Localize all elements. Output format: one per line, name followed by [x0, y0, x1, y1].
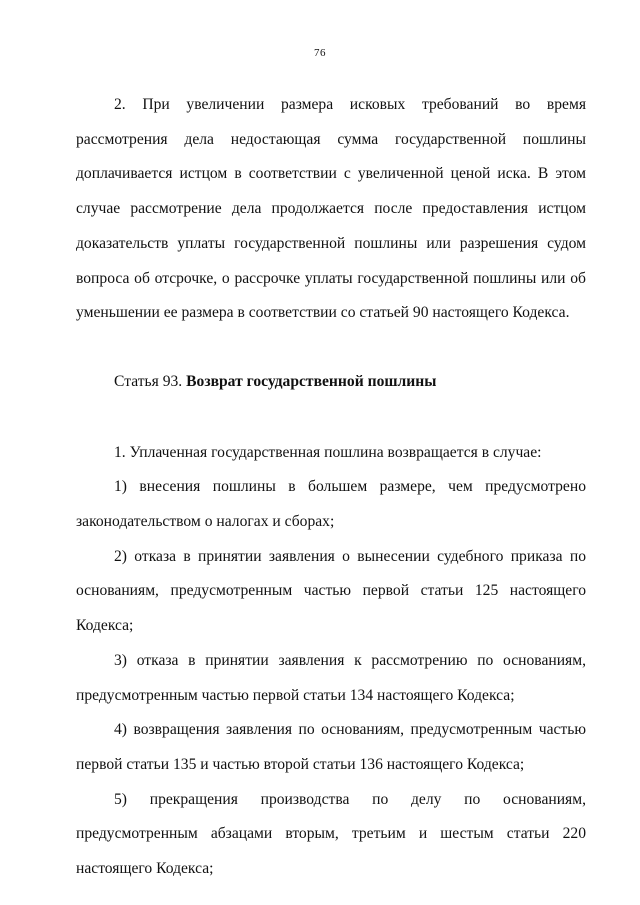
list-item-2: 2) отказа в принятии заявления о вынесении судебного приказа по основаниям, предусмотренным частью первой статьи 125 настоящего Кодекса; [76, 547, 586, 635]
clause-1-intro: 1. Уплаченная государственная пошлина возвращается в случае: [114, 443, 542, 461]
page-number: 76 [314, 47, 326, 59]
list-item-1: 1) внесения пошлины в большем размере, чем предусмотрено законодательством о налогах и сборах; [76, 478, 586, 531]
list-item-5: 5) прекращения производства по делу по основаниям, предусмотренным абзацами вторым, третьим и шестым статьи 220 настоящего Кодекса; [76, 790, 586, 878]
document-body [76, 88, 586, 887]
list-item-3: 3) отказа в принятии заявления к рассмотрению по основаниям, предусмотренным частью первой статьи 134 настоящего Кодекса; [76, 651, 586, 704]
list-item-4: 4) возвращения заявления по основаниям, предусмотренным частью первой статьи 135 и частью второй статьи 136 настоящего Кодекса; [76, 721, 586, 773]
article-title: Возврат государственной пошлины [186, 372, 437, 390]
paragraph-2: 2. При увеличении размера исковых требований во время рассмотрения дела недостающая сумма государственной пошлины доплачивается истцом в соответствии с увеличенной ценой иска. В этом случае рассмотрение дела продолжается после предоставления истцом доказательств уплаты государственной пошлины или разрешения судом вопроса об отсрочке, о рассрочке уплаты государственной пошлины или об уменьшении ее размера в соответствии со статьей 90 настоящего Кодекса. [76, 96, 586, 322]
article-heading [76, 365, 586, 400]
article-label: Статья 93. [114, 372, 183, 390]
